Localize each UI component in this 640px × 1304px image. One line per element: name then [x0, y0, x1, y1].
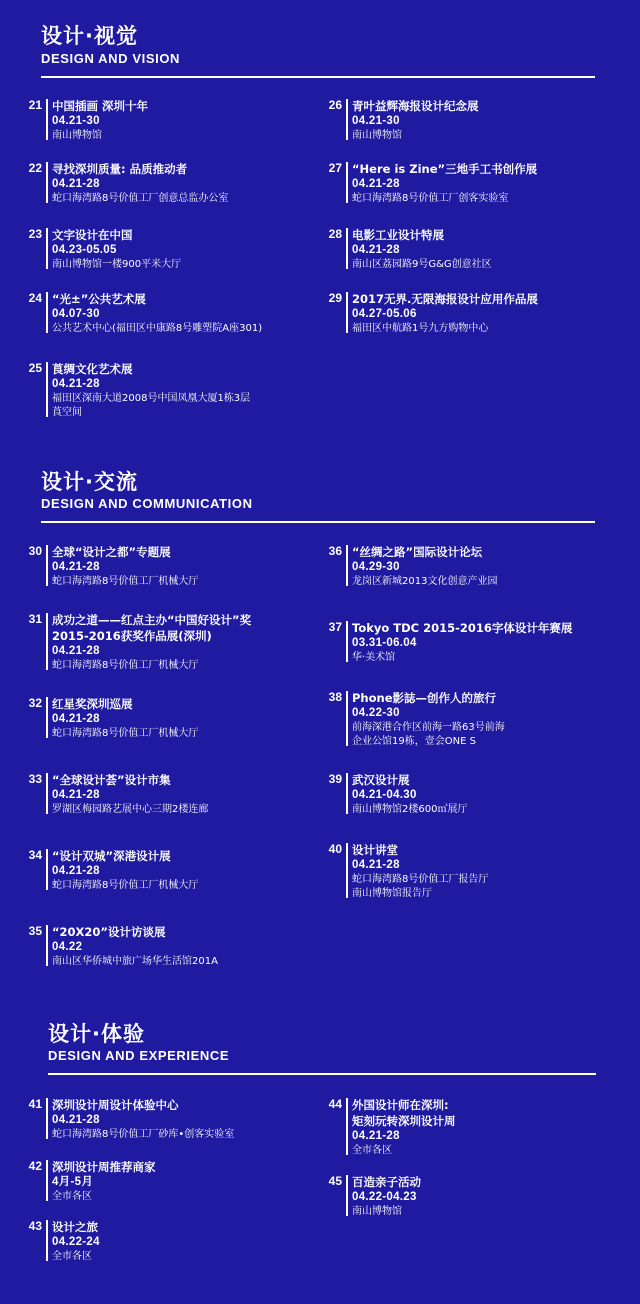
event-body	[52, 612, 322, 673]
event-date: 04.22-04.23	[352, 1191, 417, 1203]
event-venue: 蛇口海湾路8号价值工厂机械大厅	[52, 576, 199, 587]
event-title: 深圳设计周推荐商家	[52, 1160, 156, 1174]
event-marker-bar	[46, 613, 48, 670]
event-title: 设计讲堂	[352, 843, 398, 857]
event-body	[52, 291, 322, 336]
event-venue: 蛇口海湾路8号价值工厂机械大厅	[52, 728, 199, 739]
event-venue: 企业公馆19栋，壹会ONE S	[352, 736, 476, 747]
event-number: 37	[328, 620, 342, 634]
event-number: 25	[28, 361, 42, 375]
event-body	[52, 544, 322, 589]
event-venue: 全市各区	[52, 1191, 92, 1202]
event-title: 寻找深圳质量: 品质推动者	[52, 162, 188, 176]
event-title: “光±”公共艺术展	[52, 292, 146, 306]
event-body	[52, 361, 322, 420]
event-date: 04.21-28	[52, 645, 100, 657]
event-number: 40	[328, 842, 342, 856]
event-number: 29	[328, 291, 342, 305]
event-date: 04.21-28	[52, 865, 100, 877]
event-date: 04.27-05.06	[352, 308, 417, 320]
event-venue: 南山博物馆一楼900平米大厅	[52, 259, 182, 270]
event-date: 04.29-30	[352, 561, 400, 573]
event-marker-bar	[346, 228, 348, 269]
event-number: 21	[28, 98, 42, 112]
event-body	[52, 696, 322, 741]
event-marker-bar	[346, 773, 348, 814]
event-title: 设计之旅	[52, 1220, 98, 1234]
event-number: 27	[328, 161, 342, 175]
event-body	[52, 98, 322, 143]
event-venue: 罗湖区梅园路艺展中心三期2楼连廊	[52, 804, 209, 815]
event-number: 24	[28, 291, 42, 305]
event-number: 33	[28, 772, 42, 786]
event-marker-bar	[46, 697, 48, 738]
event-number: 36	[328, 544, 342, 558]
event-body	[52, 161, 322, 206]
event-title: “设计双城”深港设计展	[52, 849, 171, 863]
event-body	[52, 1159, 322, 1204]
section-divider	[48, 1073, 596, 1075]
event-number: 43	[28, 1219, 42, 1233]
event-body	[352, 1097, 622, 1158]
event-title: 2017无界.无限海报设计应用作品展	[352, 292, 538, 306]
event-date: 04.22-24	[52, 1236, 100, 1248]
event-number: 23	[28, 227, 42, 241]
event-number: 45	[328, 1174, 342, 1188]
event-venue: 福田区深南大道2008号中国凤凰大厦1栋3层	[52, 393, 251, 404]
event-venue: 福田区中航路1号九方购物中心	[352, 323, 489, 334]
event-date: 04.21-28	[352, 244, 400, 256]
event-body	[352, 620, 622, 665]
section-divider	[41, 521, 595, 523]
event-venue: 南山博物馆	[352, 130, 402, 141]
event-number: 41	[28, 1097, 42, 1111]
section-title: 设计·交流	[41, 470, 138, 494]
event-venue: 南山区荔园路9号G&G创意社区	[352, 259, 492, 270]
event-body	[52, 1219, 322, 1264]
event-body	[52, 227, 322, 272]
section-divider	[41, 76, 595, 78]
event-venue: 全市各区	[352, 1145, 392, 1156]
event-date: 04.22-30	[352, 707, 400, 719]
event-title: 莨绸文化艺术展	[52, 362, 133, 376]
event-body	[352, 842, 622, 901]
event-venue: 南山博物馆	[352, 1206, 402, 1217]
event-body	[52, 772, 322, 817]
event-title: 矩刻玩转深圳设计周	[352, 1114, 456, 1128]
event-title: 百造亲子活动	[352, 1175, 421, 1189]
event-body	[352, 690, 622, 749]
event-number: 28	[328, 227, 342, 241]
event-date: 4月-5月	[52, 1176, 94, 1188]
event-title: 2015-2016获奖作品展(深圳)	[52, 629, 212, 643]
event-venue: 蛇口海湾路8号价值工厂创意总监办公室	[52, 193, 229, 204]
event-date: 04.21-04.30	[352, 789, 417, 801]
event-title: 深圳设计周设计体验中心	[52, 1098, 179, 1112]
event-title: Tokyo TDC 2015-2016字体设计年赛展	[352, 621, 573, 635]
event-marker-bar	[46, 1098, 48, 1139]
event-number: 22	[28, 161, 42, 175]
event-marker-bar	[46, 773, 48, 814]
event-marker-bar	[46, 99, 48, 140]
event-marker-bar	[46, 162, 48, 203]
event-venue: 南山区华侨城中旅广场华生活馆201A	[52, 956, 218, 967]
event-title: “全球设计荟”设计市集	[52, 773, 171, 787]
event-venue: 公共艺术中心(福田区中康路8号雕塑院A座301)	[52, 323, 263, 334]
section-subtitle: DESIGN AND VISION	[41, 51, 181, 66]
event-date: 04.22	[52, 941, 83, 953]
event-venue: 蛇口海湾路8号价值工厂机械大厅	[52, 660, 199, 671]
event-venue: 蛇口海湾路8号价值工厂创客实验室	[352, 193, 509, 204]
event-marker-bar	[346, 99, 348, 140]
event-venue: 龙岗区新城2013文化创意产业园	[352, 576, 498, 587]
event-date: 04.21-28	[352, 859, 400, 871]
event-body	[352, 161, 622, 206]
event-marker-bar	[346, 621, 348, 662]
event-body	[352, 227, 622, 272]
event-marker-bar	[346, 843, 348, 898]
event-body	[352, 1174, 622, 1219]
section-title: 设计·视觉	[41, 24, 138, 48]
event-number: 31	[28, 612, 42, 626]
event-date: 04.21-28	[352, 1130, 400, 1142]
event-venue: 华·美术馆	[352, 652, 396, 663]
event-number: 32	[28, 696, 42, 710]
event-body	[352, 544, 622, 589]
event-title: 全球“设计之都”专题展	[52, 545, 171, 559]
event-body	[352, 98, 622, 143]
event-venue: 莨空间	[52, 407, 82, 418]
event-date: 04.23-05.05	[52, 244, 117, 256]
event-venue: 蛇口海湾路8号价值工厂机械大厅	[52, 880, 199, 891]
event-title: 青叶益辉海报设计纪念展	[352, 99, 479, 113]
event-number: 26	[328, 98, 342, 112]
section-subtitle: DESIGN AND EXPERIENCE	[48, 1048, 230, 1063]
event-marker-bar	[46, 292, 48, 333]
event-marker-bar	[346, 545, 348, 586]
event-venue: 蛇口海湾路8号价值工厂报告厅	[352, 874, 489, 885]
event-title: “Here is Zine”三地手工书创作展	[352, 162, 538, 176]
event-marker-bar	[46, 545, 48, 586]
event-body	[352, 772, 622, 817]
event-number: 42	[28, 1159, 42, 1173]
event-date: 04.21-30	[352, 115, 400, 127]
section-title: 设计·体验	[48, 1022, 145, 1046]
event-number: 30	[28, 544, 42, 558]
event-date: 04.21-28	[52, 378, 100, 390]
event-venue: 南山博物馆报告厅	[352, 888, 432, 899]
event-venue: 南山博物馆2楼600㎡展厅	[352, 804, 468, 815]
event-body	[52, 924, 322, 969]
event-marker-bar	[346, 1098, 348, 1155]
event-marker-bar	[346, 691, 348, 746]
event-date: 04.21-28	[52, 789, 100, 801]
event-title: 中国插画 深圳十年	[52, 99, 149, 113]
event-date: 04.21-28	[52, 178, 100, 190]
event-date: 04.07-30	[52, 308, 100, 320]
event-title: 电影工业设计特展	[352, 228, 444, 242]
event-venue: 前海深港合作区前海一路63号前海	[352, 722, 505, 733]
event-number: 34	[28, 848, 42, 862]
event-date: 04.21-28	[352, 178, 400, 190]
event-date: 04.21-28	[52, 713, 100, 725]
event-title: 武汉设计展	[352, 773, 410, 787]
event-date: 04.21-30	[52, 115, 100, 127]
event-venue: 南山博物馆	[52, 130, 102, 141]
event-title: 外国设计师在深圳:	[352, 1098, 449, 1112]
event-title: “丝绸之路”国际设计论坛	[352, 545, 483, 559]
event-venue: 蛇口海湾路8号价值工厂砂库•创客实验室	[52, 1129, 235, 1140]
event-marker-bar	[46, 228, 48, 269]
event-marker-bar	[46, 1160, 48, 1201]
event-body	[52, 848, 322, 893]
event-marker-bar	[46, 362, 48, 417]
event-title: “20X20”设计访谈展	[52, 925, 166, 939]
event-number: 39	[328, 772, 342, 786]
event-number: 35	[28, 924, 42, 938]
event-title: Phone影誌—创作人的旅行	[352, 691, 497, 705]
event-date: 03.31-06.04	[352, 637, 417, 649]
event-title: 文字设计在中国	[52, 228, 133, 242]
section-subtitle: DESIGN AND COMMUNICATION	[41, 496, 253, 511]
event-body	[52, 1097, 322, 1142]
event-date: 04.21-28	[52, 1114, 100, 1126]
event-number: 44	[328, 1097, 342, 1111]
event-title: 红星奖深圳巡展	[52, 697, 133, 711]
event-marker-bar	[46, 1220, 48, 1261]
event-title: 成功之道——红点主办“中国好设计”奖	[52, 613, 252, 627]
event-body	[352, 291, 622, 336]
event-venue: 全市各区	[52, 1251, 92, 1262]
event-marker-bar	[346, 1175, 348, 1216]
event-marker-bar	[46, 925, 48, 966]
event-date: 04.21-28	[52, 561, 100, 573]
event-marker-bar	[46, 849, 48, 890]
event-marker-bar	[346, 292, 348, 333]
event-number: 38	[328, 690, 342, 704]
event-marker-bar	[346, 162, 348, 203]
